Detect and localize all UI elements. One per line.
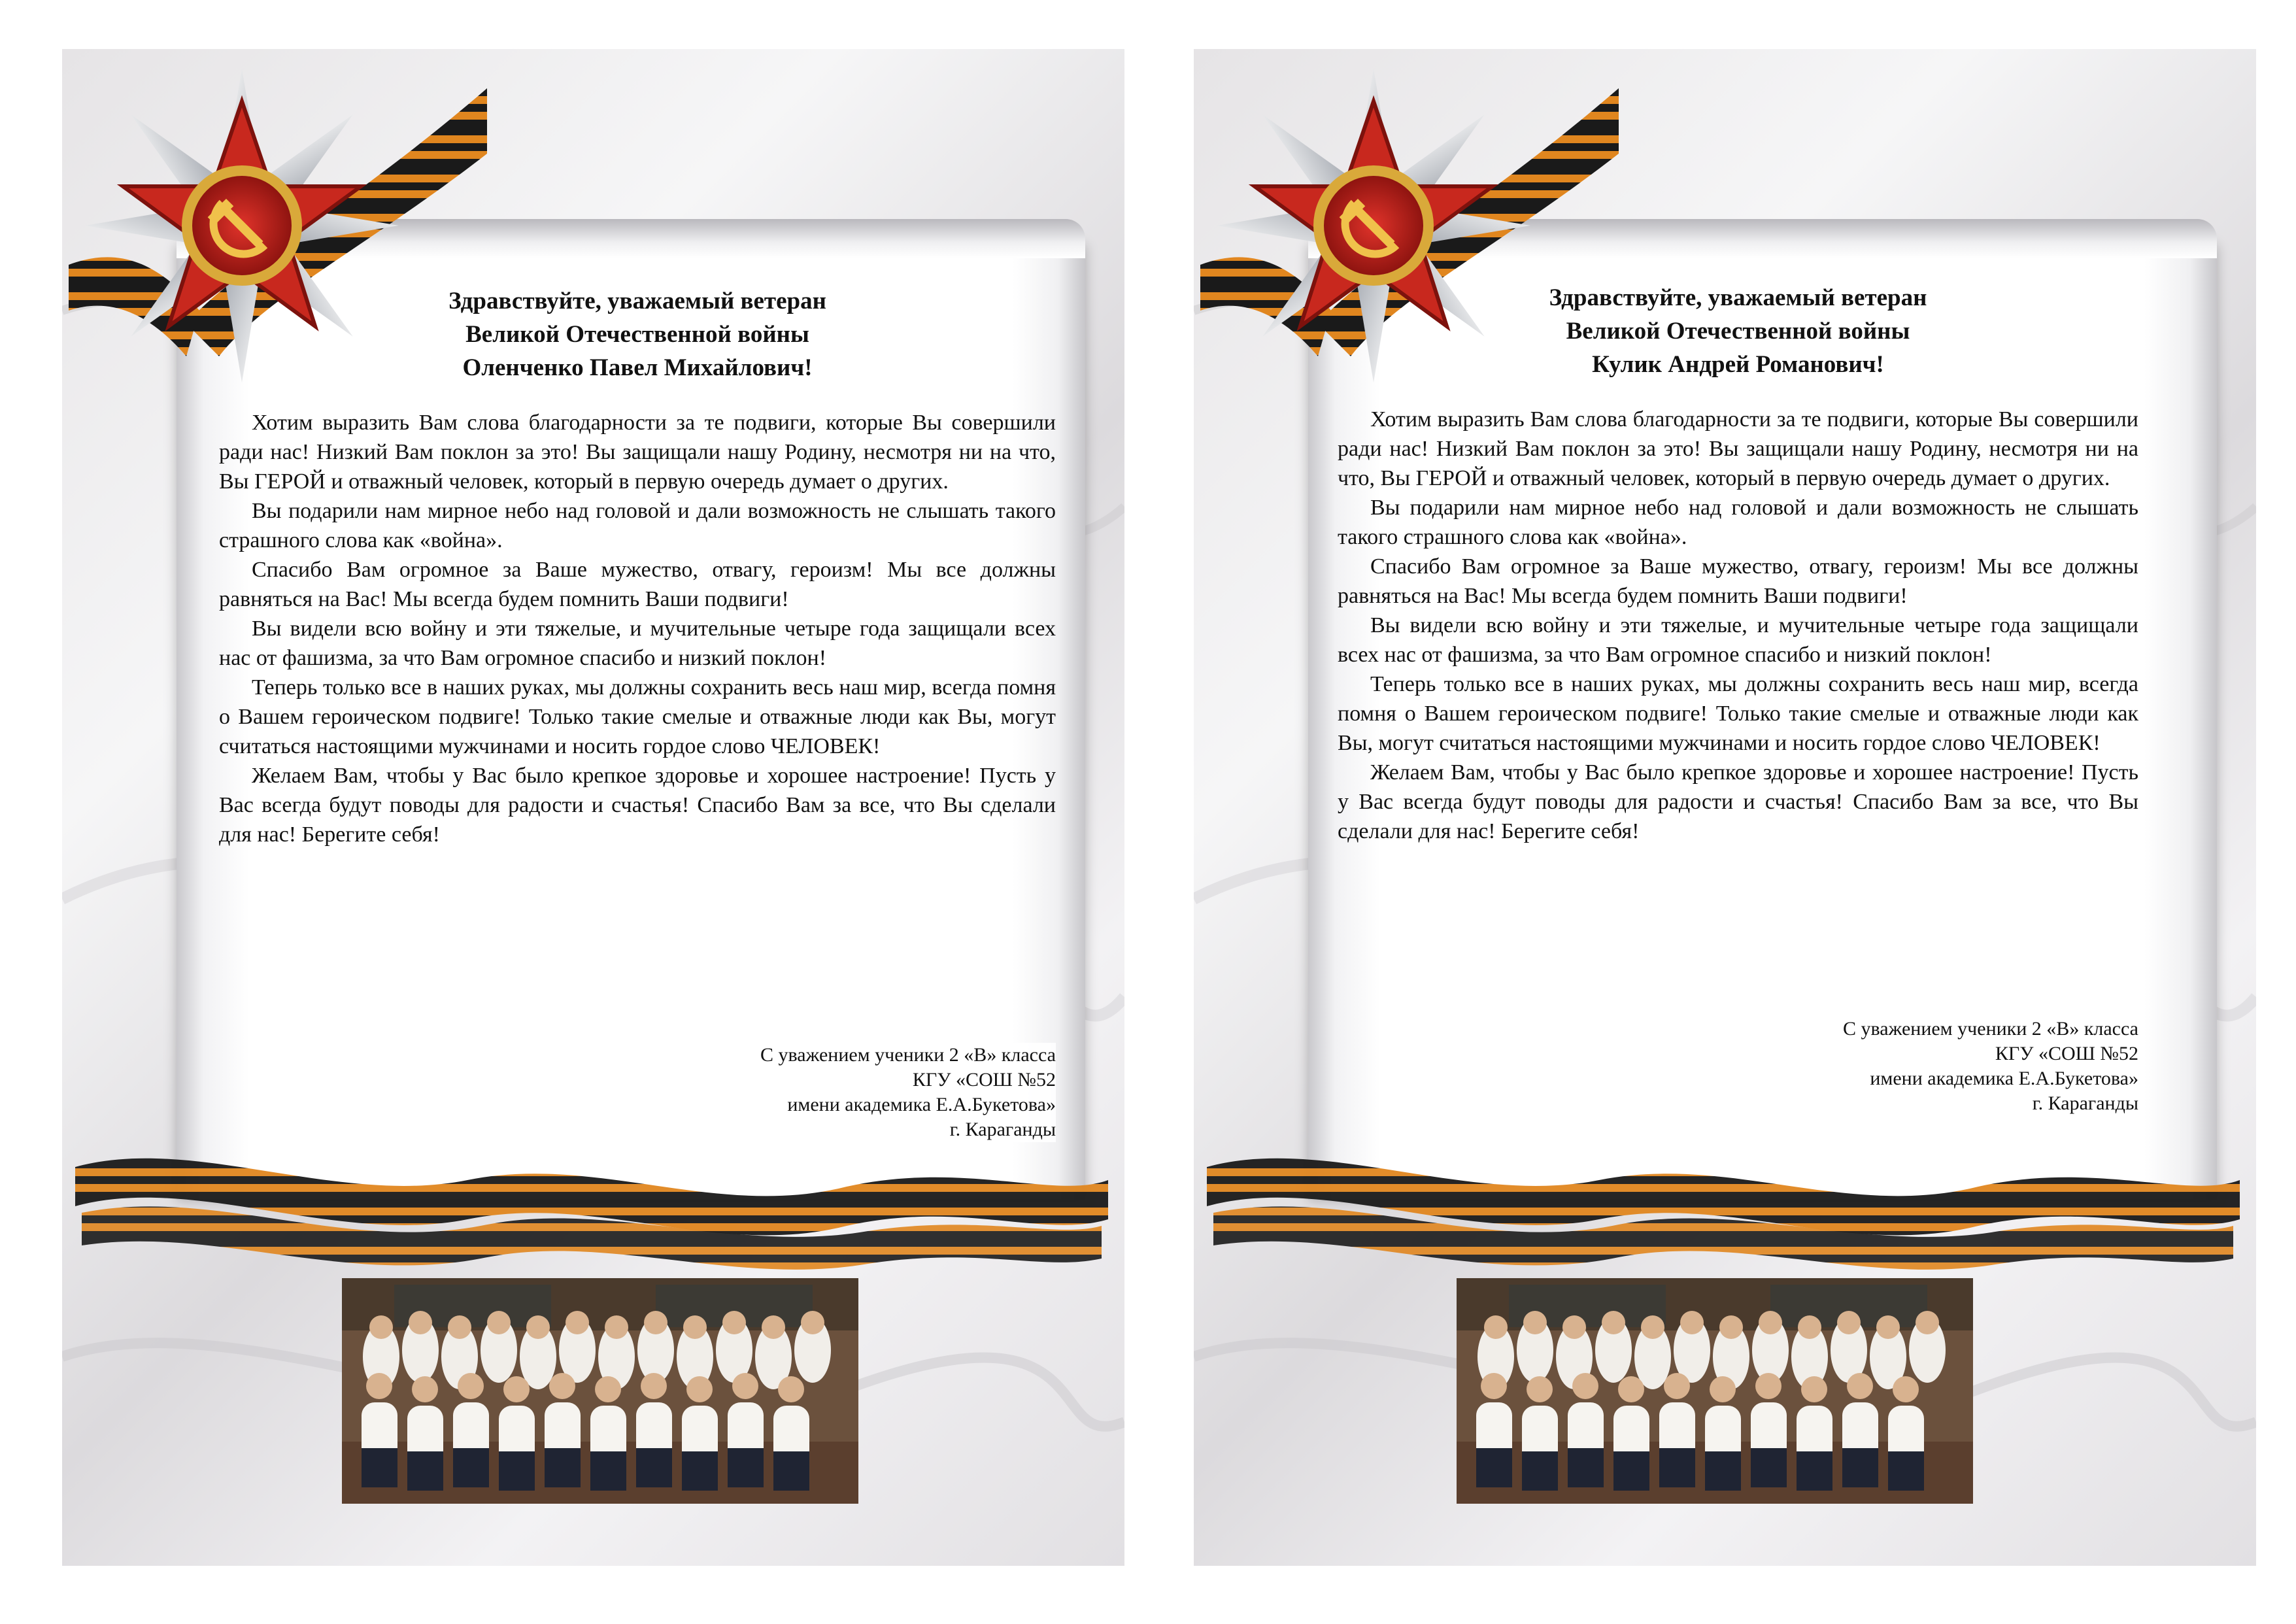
veteran-name: Кулик Андрей Романович! <box>1592 351 1884 378</box>
paragraph: Хотим выразить Вам слова благодарности за те подвиги, которые Вы совершили ради нас! Низкий Вам поклон за это! Вы защищали нашу Родину, несмотря ни на что, Вы ГЕРОЙ и отважный человек, который в первую очередь думает о других. <box>219 411 1056 494</box>
paragraph: Спасибо Вам огромное за Ваше мужество, отвагу, героизм! Мы все должны равняться на Вас! Мы всегда будем помнить Ваши подвиги! <box>219 558 1056 611</box>
letter-content <box>219 284 1056 1140</box>
greeting-heading <box>219 284 1056 384</box>
class-photo <box>1457 1278 1973 1504</box>
greeting-line-1: Здравствуйте, уважаемый ветеран <box>448 288 826 314</box>
letter-content <box>1338 281 2138 1114</box>
paragraph: Желаем Вам, чтобы у Вас было крепкое здоровье и хорошее настроение! Пусть у Вас всегда будут поводы для радости и счастья! Спасибо Вам за все, что Вы сделали для нас! Берегите себя! <box>219 764 1056 847</box>
st-george-ribbon-icon <box>62 1121 1124 1272</box>
signature-line: КГУ «СОШ №52 <box>912 1069 1056 1091</box>
signature-line: С уважением ученики 2 «В» класса <box>760 1044 1056 1066</box>
paragraph: Вы подарили нам мирное небо над головой и дали возможность не слышать такого страшного слова как «война». <box>219 499 1056 552</box>
signature-line: С уважением ученики 2 «В» класса <box>1843 1018 2138 1040</box>
greeting-line-2: Великой Отечественной войны <box>1566 318 1910 345</box>
paragraph: Хотим выразить Вам слова благодарности за те подвиги, которые Вы совершили ради нас! Низкий Вам поклон за это! Вы защищали нашу Родину, несмотря ни на что, Вы ГЕРОЙ и отважный человек, который в первую очередь думает о других. <box>1338 407 2138 490</box>
paragraph: Теперь только все в наших руках, мы должны сохранить весь наш мир, всегда помня о Вашем героическом подвиге! Только такие смелые и отважные люди как Вы, могут считаться настоящими мужчинами и носить гордое слово ЧЕЛОВЕК! <box>219 675 1056 758</box>
signature-line: имени академика Е.А.Букетова» <box>1870 1068 2138 1089</box>
st-george-ribbon-icon <box>1194 1121 2256 1272</box>
paragraph: Теперь только все в наших руках, мы должны сохранить весь наш мир, всегда помня о Вашем героическом подвиге! Только такие смелые и отважные люди как Вы, могут считаться настоящими мужчинами и носить гордое слово ЧЕЛОВЕК! <box>1338 672 2138 755</box>
paragraph: Желаем Вам, чтобы у Вас было крепкое здоровье и хорошее настроение! Пусть у Вас всегда будут поводы для радости и счастья! Спасибо Вам за все, что Вы сделали для нас! Берегите себя! <box>1338 760 2138 843</box>
letter-page-left <box>62 49 1124 1566</box>
signature-line: г. Караганды <box>949 1119 1056 1140</box>
greeting-line-2: Великой Отечественной войны <box>465 321 809 348</box>
letter-body <box>1338 405 2138 846</box>
signature-block <box>760 1043 1056 1142</box>
letter-body <box>219 408 1056 849</box>
signature-line: КГУ «СОШ №52 <box>1995 1043 2138 1064</box>
signature-line: г. Караганды <box>2032 1092 2138 1114</box>
signature-block <box>1843 1017 2138 1116</box>
greeting-heading <box>1338 281 2138 381</box>
veteran-name: Оленченко Павел Михайлович! <box>462 354 813 381</box>
paragraph: Вы подарили нам мирное небо над головой и дали возможность не слышать такого страшного слова как «война». <box>1338 496 2138 549</box>
paragraph: Вы видели всю войну и эти тяжелые, и мучительные четыре года защищали всех нас от фашизма, за что Вам огромное спасибо и низкий поклон! <box>1338 613 2138 667</box>
class-photo <box>342 1278 858 1504</box>
greeting-line-1: Здравствуйте, уважаемый ветеран <box>1549 284 1927 311</box>
paragraph: Вы видели всю войну и эти тяжелые, и мучительные четыре года защищали всех нас от фашизма, за что Вам огромное спасибо и низкий поклон! <box>219 617 1056 670</box>
paragraph: Спасибо Вам огромное за Ваше мужество, отвагу, героизм! Мы все должны равняться на Вас! Мы всегда будем помнить Ваши подвиги! <box>1338 554 2138 608</box>
letter-page-right <box>1194 49 2256 1566</box>
signature-line: имени академика Е.А.Букетова» <box>787 1094 1056 1115</box>
